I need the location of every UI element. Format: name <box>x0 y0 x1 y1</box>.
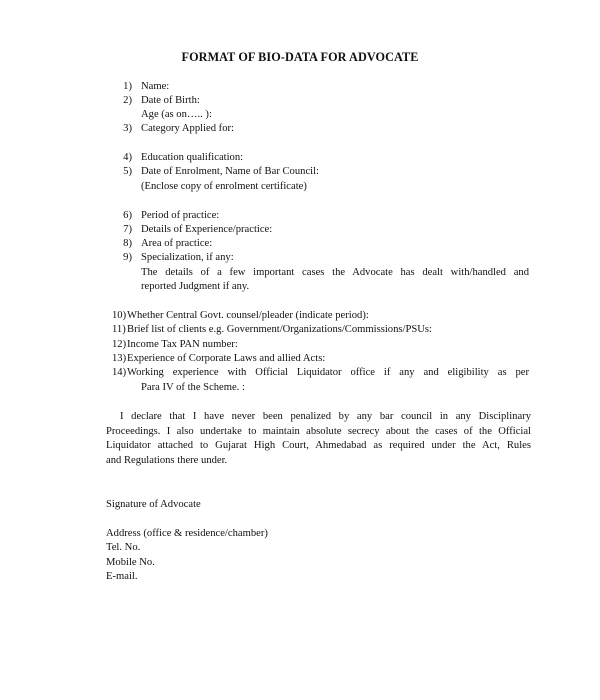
tel-label: Tel. No. <box>106 542 141 553</box>
item-text-area: Area of practice: <box>141 238 213 249</box>
declaration-line: Proceedings. I also undertake to maintain absolute secrecy about the cases of the Official <box>106 425 531 437</box>
item-text-pan: Income Tax PAN number: <box>127 339 238 350</box>
item-text-corporate-laws: Experience of Corporate Laws and allied Acts: <box>127 353 326 364</box>
item-number: 7) <box>123 224 132 235</box>
item-text-period: Period of practice: <box>141 210 220 221</box>
email-label: E-mail. <box>106 571 138 582</box>
item-number: 11) <box>112 324 126 335</box>
mobile-label: Mobile No. <box>106 557 155 568</box>
item-number: 14) <box>112 367 127 378</box>
declaration-line: I declare that I have never been penalized by any bar council in any Disciplinary <box>120 411 531 422</box>
item-text-specialization: Specialization, if any: <box>141 252 234 263</box>
item-number: 4) <box>123 152 132 163</box>
declaration-paragraph <box>106 410 531 468</box>
signature-label: Signature of Advocate <box>106 499 201 510</box>
item-text-enrolment: Date of Enrolment, Name of Bar Council: <box>141 166 319 177</box>
item-text-govt-counsel: Whether Central Govt. counsel/pleader (indicate period): <box>127 310 369 321</box>
address-label: Address (office & residence/chamber) <box>106 528 268 539</box>
item-text-experience: Details of Experience/practice: <box>141 224 273 235</box>
item-text-education: Education qualification: <box>141 152 244 163</box>
item-number: 8) <box>123 238 132 249</box>
item-text-date-of-birth: Date of Birth: <box>141 95 200 106</box>
item-text-judgment: reported Judgment if any. <box>141 281 250 292</box>
declaration-line: and Regulations there under. <box>106 454 228 466</box>
item-number: 6) <box>123 210 132 221</box>
item-text-liquidator-experience: Working experience with Official Liquidator office if any and eligibility as per <box>127 367 529 378</box>
item-text-age: Age (as on….. ): <box>141 109 212 120</box>
item-number: 12) <box>112 339 127 350</box>
item-text-category: Category Applied for: <box>141 123 234 134</box>
item-text-clients: Brief list of clients e.g. Government/Organizations/Commissions/PSUs: <box>127 324 432 335</box>
item-number: 9) <box>123 252 132 263</box>
item-number: 2) <box>123 95 132 106</box>
document-title: FORMAT OF BIO-DATA FOR ADVOCATE <box>181 50 419 64</box>
item-text-enrolment-note: (Enclose copy of enrolment certificate) <box>141 181 307 192</box>
item-text-cases-details: The details of a few important cases the Advocate has dealt with/handled and <box>141 267 529 278</box>
item-number: 10) <box>112 310 127 321</box>
item-number: 1) <box>123 81 132 92</box>
item-text-para-iv: Para IV of the Scheme. : <box>141 382 245 393</box>
item-number: 13) <box>112 353 127 364</box>
declaration-line: Liquidator attached to Gujarat High Court, Ahmedabad as required under the Act, Rules <box>106 440 531 452</box>
item-number: 5) <box>123 166 132 177</box>
item-number: 3) <box>123 123 132 134</box>
item-text-name: Name: <box>141 81 170 92</box>
